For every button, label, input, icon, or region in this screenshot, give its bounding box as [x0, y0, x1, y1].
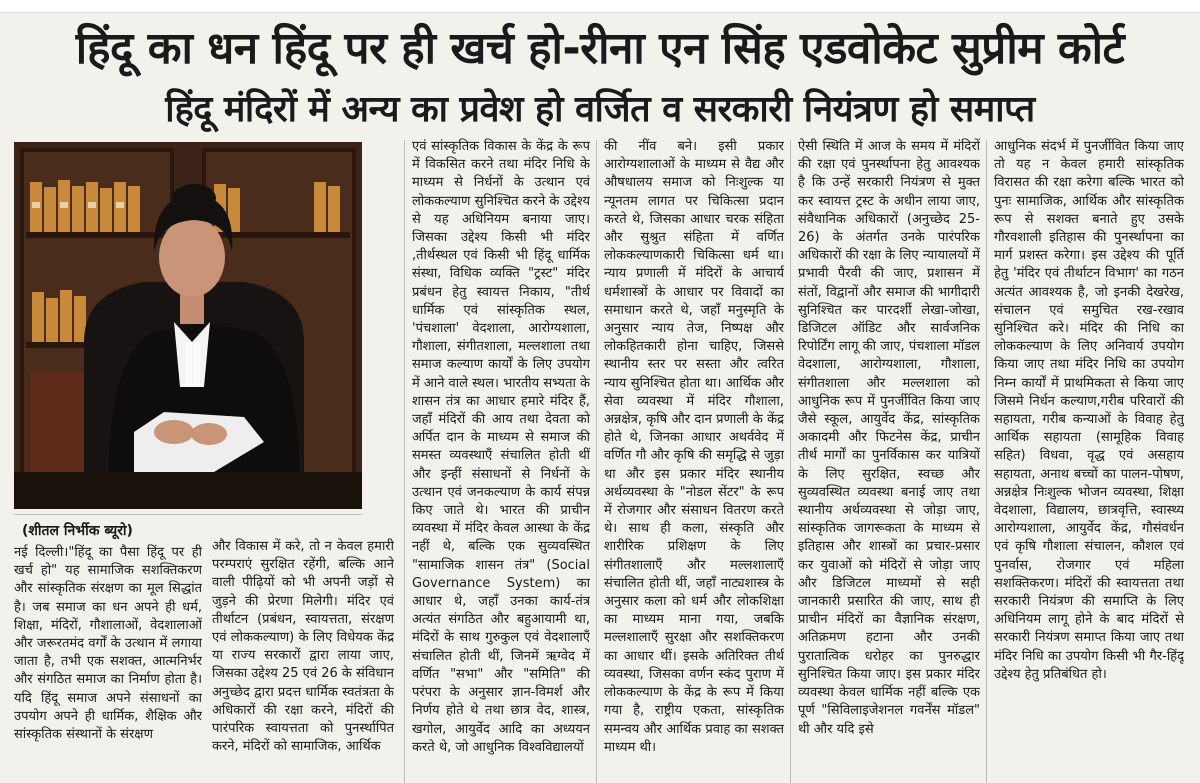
headline: हिंदू का धन हिंदू पर ही खर्च हो-रीना एन सिंह एडवोकेट सुप्रीम कोर्ट — [75, 23, 1125, 74]
advocate-photo — [14, 142, 362, 509]
article-column-6: आधुनिक संदर्भ में पुनर्जीवित किया जाए तो यह न केवल हमारी सांस्कृतिक विरासत की रक्षा करेगा बल्कि भारत को पुनः सामाजिक, आर्थिक और सांस्कृतिक रूप से सशक्त बनाते हुए उसके गौरवशाली इतिहास की पुनर्स्थापना का मार्ग प्रशस्त करेगा। इस उद्देश्य की पूर्ति हेतु 'मंदिर एवं तीर्थाटन विभाग' का गठन अत्यंत आवश्यक है, जो इनकी देखरेख, संचालन एवं समुचित रख-रखाव सुनिश्चित करे। मंदिर की निधि का लोककल्याण के लिए अनिवार्य उपयोग किया जाए तथा मंदिर निधि का उपयोग निम्न कार्यों में प्राथमिकता से किया जाए जिसमे निर्धन कल्याण,गरीब परिवारों की सहायता, गरीब कन्याओं के विवाह हेतु आर्थिक सहायता (सामूहिक विवाह सहित) विधवा, वृद्ध एवं असहाय सहायता, अनाथ बच्चों का पालन-पोषण, अन्नक्षेत्र निःशुल्क भोजन व्यवस्था, शिक्षा वेदशाला, विद्यालय, छात्रवृत्ति, स्वास्थ्य आरोग्यशाला, आयुर्वेद केंद्र, गौसंवर्धन एवं कृषि गौशाला संचालन, कौशल एवं पुनर्वास, रोजगार एवं महिला सशक्तिकरण। मंदिरों की स्वायत्तता तथा सरकारी नियंत्रण की समाप्ति के लिए अधिनियम लागू होने के बाद मंदिरों से सरकारी नियंत्रण समाप्त किया जाए तथा मंदिर निधि का उपयोग किसी भी गैर-हिंदू उद्देश्य हेतु प्रतिबंधित हो। — [994, 139, 1184, 682]
photo-caption: (शीतल निर्भीक ब्यूरो) — [22, 523, 133, 539]
cropped-top-strip — [0, 0, 1200, 13]
column-divider — [596, 140, 597, 783]
article-column-1: नई दिल्ली।"हिंदू का पैसा हिंदू पर ही खर्च हो" यह सामाजिक सशक्तिकरण और सांस्कृतिक संरक्षण का मूल सिद्धांत है। जब समाज का धन अपने ही धर्म, शिक्षा, मंदिरों, गौशालाओं, वेदशालाओं और जरूरतमंद वर्गों के उत्थान में लगाया जाता है, तभी एक सशक्त, आत्मनिर्भर और संगठित समाज का निर्माण होता है। यदि हिंदू समाज अपने संसाधनों का उपयोग अपने ही धार्मिक, शैक्षिक और सांस्कृतिक संस्थानों के संरक्षण — [14, 545, 202, 743]
column-divider — [986, 140, 987, 783]
caption-divider — [14, 514, 362, 515]
column-divider — [404, 140, 405, 783]
subheadline: हिंदू मंदिरों में अन्य का प्रवेश हो वर्जित व सरकारी नियंत्रण हो समाप्त — [165, 89, 1035, 130]
article-column-5: ऐसी स्थिति में आज के समय में मंदिरों की रक्षा एवं पुनर्स्थापना हेतु आवश्यक है कि उन्हें सरकारी नियंत्रण से मुक्त कर स्वायत्त ट्रस्ट के अधीन लाया जाए, संवैधानिक अधिकारों (अनुच्छेद 25-26) के अंतर्गत उनके पारंपरिक अधिकारों की रक्षा के लिए न्यायालयों में प्रभावी पैरवी की जाए, प्रशासन में संतों, विद्वानों और समाज की भागीदारी सुनिश्चित कर पारदर्शी लेखा-जोखा, डिजिटल ऑडिट और सार्वजनिक रिपोर्टिंग लागू की जाए, पंचशाला मॉडल वेदशाला, आरोग्यशाला, गौशाला, संगीतशाला और मल्लशाला को आधुनिक रूप में पुनर्जीवित किया जाए जैसे स्कूल, आयुर्वेद केंद्र, सांस्कृतिक अकादमी और फिटनेस केंद्र, प्राचीन तीर्थ मार्गों का पुनर्विकास कर यात्रियों के लिए सुरक्षित, स्वच्छ और सुव्यवस्थित व्यवस्था बनाई जाए तथा स्थानीय अर्थव्यवस्था से जोड़ा जाए, सांस्कृतिक जागरूकता के माध्यम से इतिहास और शास्त्रों का प्रचार-प्रसार कर युवाओं को मंदिरों से जोड़ा जाए और डिजिटल माध्यमों से सही जानकारी प्रसारित की जाए, साथ ही प्राचीन मंदिरों का वैज्ञानिक संरक्षण, अतिक्रमण हटाना और उनकी पुरातात्विक धरोहर का पुनरुद्धार सुनिश्चित किया जाए। इस प्रकार मंदिर व्यवस्था केवल धार्मिक नहीं बल्कि एक पूर्ण "सिविलाइजेशनल गवर्नेंस मॉडल" थी और यदि इसे — [798, 139, 980, 737]
article-column-3: एवं सांस्कृतिक विकास के केंद्र के रूप में विकसित करने तथा मंदिर निधि के माध्यम से निर्धनों के उत्थान एवं लोककल्याण सुनिश्चित करने के उद्देश्य से यह अधिनियम बनाया जाए। जिसका उद्देश्य किसी भी मंदिर ,तीर्थस्थल एवं किसी भी हिंदू धार्मिक संस्था, विधिक व्यक्ति "ट्रस्ट" मंदिर प्रबंधन हेतु स्वायत्त निकाय, "तीर्थ धार्मिक एवं सांस्कृतिक स्थल, 'पंचशाला' वेदशाला, आरोग्यशाला, गौशाला, संगीतशाला, मल्लशाला तथा समाज कल्याण कार्यों के लिए उपयोग में आने वाले स्थल। भारतीय सभ्यता के शासन तंत्र का आधार हमारे मंदिर हैं, जहाँ मंदिरों की आय तथा देवता को अर्पित दान के माध्यम से समाज की समस्त व्यवस्थाएँ संचालित होती थीं और इन्हीं संसाधनों से निर्धनों के उत्थान एवं जनकल्याण के कार्य संपन्न किए जाते थे। भारत की प्राचीन व्यवस्था में मंदिर केवल आस्था के केंद्र नहीं थे, बल्कि एक सुव्यवस्थित "सामाजिक शासन तंत्र" (Social Governance System) का आधार थे, जहाँ उनका कार्य-तंत्र अत्यंत संगठित और बहुआयामी था, मंदिरों के साथ गुरुकुल एवं वेदशालाएँ संचालित होती थीं, जिनमें ऋग्वेद में वर्णित "सभा" और "समिति" की परंपरा के अनुसार ज्ञान-विमर्श और निर्णय होते थे तथा छात्र वेद, शास्त्र, खगोल, आयुर्वेद आदि का अध्ययन करते थे, जो आधुनिक विश्वविद्यालयों — [412, 139, 590, 755]
article-column-2: और विकास में करे, तो न केवल हमारी परम्पराएं सुरक्षित रहेंगी, बल्कि आने वाली पीढ़ियों को भी अपनी जड़ों से जुड़ने की प्रेरणा मिलेगी। मंदिर एवं तीर्थाटन (प्रबंधन, स्वायत्तता, संरक्षण एवं लोककल्याण) के लिए विधेयक केंद्र या राज्य सरकारों द्वारा लाया जाए, जिसका उद्देश्य 25 एवं 26 के संविधान अनुच्छेद द्वारा प्रदत्त धार्मिक स्वतंत्रता के अधिकारों की रक्षा करने, मंदिरों की पारंपरिक स्वायत्तता को पुनर्स्थापित करने, मंदिरों को सामाजिक, आर्थिक — [212, 539, 394, 755]
column-divider — [790, 140, 791, 783]
article-column-4: की नींव बने। इसी प्रकार आरोग्यशालाओं के माध्यम से वैद्य और औषधालय समाज को निःशुल्क या न्यूनतम लागत पर चिकित्सा प्रदान करते थे, जिसका आधार चरक संहिता और सुश्रुत संहिता में वर्णित लोककल्याणकारी चिकित्सा धर्म था। न्याय प्रणाली में मंदिरों के आचार्य धर्मशास्त्रों के आधार पर विवादों का समाधान करते थे, जहाँ मनुस्मृति के अनुसार न्याय तेज, निष्पक्ष और लोकहितकारी होना चाहिए, जिससे स्थानीय स्तर पर सस्ता और त्वरित न्याय सुनिश्चित होता था। आर्थिक और सेवा व्यवस्था में मंदिर गौशाला, अन्नक्षेत्र, कृषि और दान प्रणाली के केंद्र होते थे, जिनका आधार अथर्ववेद में वर्णित गौ और कृषि की समृद्धि से जुड़ा था और इस प्रकार मंदिर स्थानीय अर्थव्यवस्था के "नोडल सेंटर" के रूप में रोजगार और संसाधन वितरण करते थे। साथ ही कला, संस्कृति और शारीरिक प्रशिक्षण के लिए संगीतशालाएँ और मल्लशालाएँ संचालित होती थीं, जहाँ नाट्यशास्त्र के अनुसार कला को धर्म और लोकशिक्षा का माध्यम माना गया, जबकि मल्लशालाएँ सुरक्षा और सशक्तिकरण का आधार थीं। इसके अतिरिक्त तीर्थ व्यवस्था, जिसका वर्णन स्कंद पुराण में लोककल्याण के केंद्र के रूप में किया गया है, राष्ट्रीय एकता, सांस्कृतिक समन्वय और आर्थिक प्रवाह का सशक्त माध्यम थी। — [604, 139, 784, 755]
